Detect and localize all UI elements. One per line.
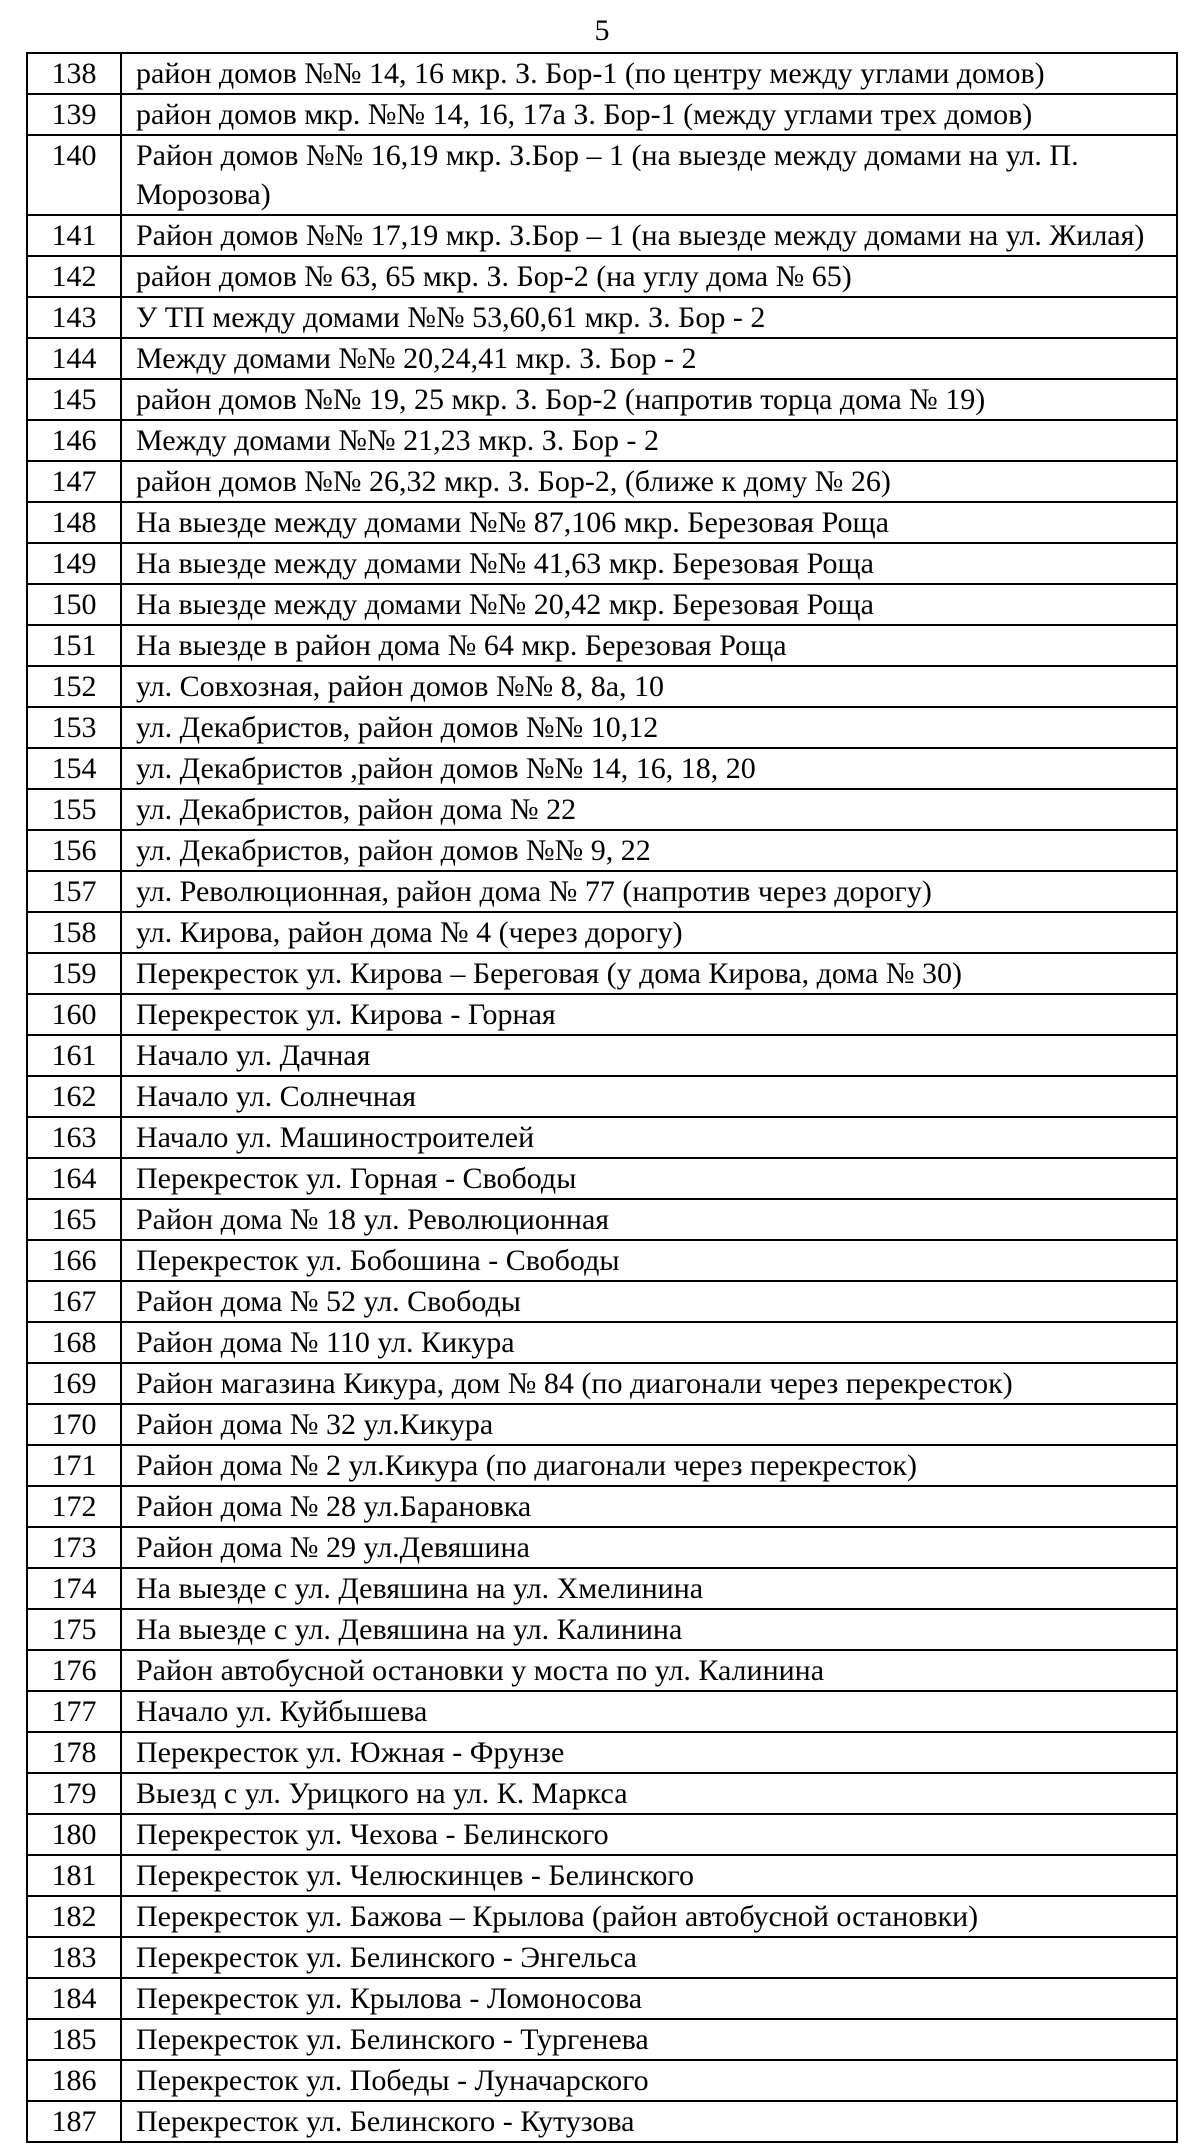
- row-location: Район дома № 110 ул. Кикура: [121, 1322, 1177, 1363]
- table-row: [27, 1937, 1177, 1978]
- row-number: 184: [27, 1978, 121, 2019]
- table-row: [27, 1076, 1177, 1117]
- row-location: Перекресток ул. Крылова - Ломоносова: [121, 1978, 1177, 2019]
- row-number: 157: [27, 871, 121, 912]
- table-row: [27, 1609, 1177, 1650]
- row-number: 155: [27, 789, 121, 830]
- table-row: [27, 297, 1177, 338]
- row-number: 174: [27, 1568, 121, 1609]
- row-location: район домов №№ 14, 16 мкр. З. Бор-1 (по центру между углами домов): [121, 53, 1177, 94]
- row-number: 151: [27, 625, 121, 666]
- table-row: [27, 830, 1177, 871]
- row-location: Район дома № 52 ул. Свободы: [121, 1281, 1177, 1322]
- row-number: 139: [27, 94, 121, 135]
- table-row: [27, 2101, 1177, 2142]
- row-number: 142: [27, 256, 121, 297]
- row-number: 140: [27, 135, 121, 215]
- row-number: 150: [27, 584, 121, 625]
- row-location: На выезде между домами №№ 20,42 мкр. Березовая Роща: [121, 584, 1177, 625]
- row-number: 179: [27, 1773, 121, 1814]
- row-location: Начало ул. Куйбышева: [121, 1691, 1177, 1732]
- row-location: Район автобусной остановки у моста по ул. Калинина: [121, 1650, 1177, 1691]
- row-number: 153: [27, 707, 121, 748]
- table-row: [27, 135, 1177, 215]
- row-number: 141: [27, 215, 121, 256]
- row-location: Район дома № 29 ул.Девяшина: [121, 1527, 1177, 1568]
- row-location: Перекресток ул. Белинского - Тургенева: [121, 2019, 1177, 2060]
- row-number: 173: [27, 1527, 121, 1568]
- table-row: [27, 2019, 1177, 2060]
- table-row: [27, 1978, 1177, 2019]
- table-row: [27, 1199, 1177, 1240]
- table-row: [27, 1240, 1177, 1281]
- row-location: район домов №№ 26,32 мкр. З. Бор-2, (ближе к дому № 26): [121, 461, 1177, 502]
- table-row: [27, 1281, 1177, 1322]
- table-row: [27, 1732, 1177, 1773]
- table-row: [27, 994, 1177, 1035]
- table-row: [27, 584, 1177, 625]
- row-location: На выезде между домами №№ 87,106 мкр. Березовая Роща: [121, 502, 1177, 543]
- row-location: ул. Кирова, район дома № 4 (через дорогу): [121, 912, 1177, 953]
- address-table: [26, 52, 1178, 2143]
- row-number: 166: [27, 1240, 121, 1281]
- table-row: [27, 1363, 1177, 1404]
- row-location: Перекресток ул. Южная - Фрунзе: [121, 1732, 1177, 1773]
- row-number: 172: [27, 1486, 121, 1527]
- row-location: ул. Совхозная, район домов №№ 8, 8а, 10: [121, 666, 1177, 707]
- row-number: 178: [27, 1732, 121, 1773]
- table-row: [27, 666, 1177, 707]
- row-number: 152: [27, 666, 121, 707]
- row-number: 171: [27, 1445, 121, 1486]
- row-location: На выезде с ул. Девяшина на ул. Хмелинина: [121, 1568, 1177, 1609]
- table-row: [27, 338, 1177, 379]
- row-location: Начало ул. Дачная: [121, 1035, 1177, 1076]
- row-location: Район домов №№ 17,19 мкр. З.Бор – 1 (на выезде между домами на ул. Жилая): [121, 215, 1177, 256]
- row-number: 162: [27, 1076, 121, 1117]
- row-number: 175: [27, 1609, 121, 1650]
- row-number: 182: [27, 1896, 121, 1937]
- row-number: 185: [27, 2019, 121, 2060]
- table-row: [27, 2060, 1177, 2101]
- row-number: 167: [27, 1281, 121, 1322]
- row-location: Перекресток ул. Бобошина - Свободы: [121, 1240, 1177, 1281]
- row-number: 186: [27, 2060, 121, 2101]
- table-row: [27, 502, 1177, 543]
- row-number: 180: [27, 1814, 121, 1855]
- row-location: Район магазина Кикура, дом № 84 (по диагонали через перекресток): [121, 1363, 1177, 1404]
- row-location: Выезд с ул. Урицкого на ул. К. Маркса: [121, 1773, 1177, 1814]
- row-location: район домов №№ 19, 25 мкр. З. Бор-2 (напротив торца дома № 19): [121, 379, 1177, 420]
- table-row: [27, 1158, 1177, 1199]
- table-row: [27, 543, 1177, 584]
- row-location: Перекресток ул. Белинского - Кутузова: [121, 2101, 1177, 2142]
- table-row: [27, 94, 1177, 135]
- row-number: 181: [27, 1855, 121, 1896]
- row-number: 147: [27, 461, 121, 502]
- table-row: [27, 1855, 1177, 1896]
- table-row: [27, 256, 1177, 297]
- address-table-body: [27, 53, 1177, 2142]
- row-location: Перекресток ул. Белинского - Энгельса: [121, 1937, 1177, 1978]
- table-row: [27, 625, 1177, 666]
- row-location: На выезде с ул. Девяшина на ул. Калинина: [121, 1609, 1177, 1650]
- table-row: [27, 1814, 1177, 1855]
- row-location: На выезде в район дома № 64 мкр. Березовая Роща: [121, 625, 1177, 666]
- row-location: ул. Декабристов, район дома № 22: [121, 789, 1177, 830]
- row-number: 146: [27, 420, 121, 461]
- table-row: [27, 953, 1177, 994]
- table-row: [27, 1650, 1177, 1691]
- row-number: 143: [27, 297, 121, 338]
- table-row: [27, 215, 1177, 256]
- table-row: [27, 871, 1177, 912]
- row-number: 156: [27, 830, 121, 871]
- row-number: 138: [27, 53, 121, 94]
- row-number: 163: [27, 1117, 121, 1158]
- table-row: [27, 53, 1177, 94]
- row-location: район домов № 63, 65 мкр. З. Бор-2 (на углу дома № 65): [121, 256, 1177, 297]
- row-number: 183: [27, 1937, 121, 1978]
- row-number: 158: [27, 912, 121, 953]
- row-location: На выезде между домами №№ 41,63 мкр. Березовая Роща: [121, 543, 1177, 584]
- row-number: 149: [27, 543, 121, 584]
- row-location: Перекресток ул. Чехова - Белинского: [121, 1814, 1177, 1855]
- row-location: Район дома № 28 ул.Барановка: [121, 1486, 1177, 1527]
- table-row: [27, 748, 1177, 789]
- row-number: 161: [27, 1035, 121, 1076]
- row-number: 164: [27, 1158, 121, 1199]
- row-location: Район домов №№ 16,19 мкр. З.Бор – 1 (на выезде между домами на ул. П. Морозова): [121, 135, 1177, 215]
- row-location: ул. Революционная, район дома № 77 (напротив через дорогу): [121, 871, 1177, 912]
- table-row: [27, 1445, 1177, 1486]
- table-row: [27, 1691, 1177, 1732]
- row-location: ул. Декабристов ,район домов №№ 14, 16, 18, 20: [121, 748, 1177, 789]
- row-location: Район дома № 2 ул.Кикура (по диагонали через перекресток): [121, 1445, 1177, 1486]
- table-row: [27, 461, 1177, 502]
- table-row: [27, 420, 1177, 461]
- row-location: район домов мкр. №№ 14, 16, 17а З. Бор-1 (между углами трех домов): [121, 94, 1177, 135]
- row-location: Начало ул. Машиностроителей: [121, 1117, 1177, 1158]
- row-number: 177: [27, 1691, 121, 1732]
- row-location: ул. Декабристов, район домов №№ 10,12: [121, 707, 1177, 748]
- row-location: Перекресток ул. Победы - Луначарского: [121, 2060, 1177, 2101]
- row-location: Перекресток ул. Кирова - Горная: [121, 994, 1177, 1035]
- table-row: [27, 1896, 1177, 1937]
- table-row: [27, 789, 1177, 830]
- row-number: 187: [27, 2101, 121, 2142]
- row-location: Перекресток ул. Бажова – Крылова (район автобусной остановки): [121, 1896, 1177, 1937]
- row-location: Перекресток ул. Челюскинцев - Белинского: [121, 1855, 1177, 1896]
- table-row: [27, 1404, 1177, 1445]
- table-row: [27, 1568, 1177, 1609]
- table-row: [27, 1527, 1177, 1568]
- row-number: 159: [27, 953, 121, 994]
- row-location: У ТП между домами №№ 53,60,61 мкр. З. Бор - 2: [121, 297, 1177, 338]
- row-number: 176: [27, 1650, 121, 1691]
- row-number: 145: [27, 379, 121, 420]
- row-location: Между домами №№ 21,23 мкр. З. Бор - 2: [121, 420, 1177, 461]
- row-number: 160: [27, 994, 121, 1035]
- table-row: [27, 1322, 1177, 1363]
- row-number: 165: [27, 1199, 121, 1240]
- row-number: 154: [27, 748, 121, 789]
- row-location: Район дома № 18 ул. Революционная: [121, 1199, 1177, 1240]
- page-number: 5: [594, 14, 610, 47]
- row-location: Между домами №№ 20,24,41 мкр. З. Бор - 2: [121, 338, 1177, 379]
- table-row: [27, 707, 1177, 748]
- row-number: 169: [27, 1363, 121, 1404]
- row-number: 144: [27, 338, 121, 379]
- table-row: [27, 912, 1177, 953]
- row-location: Перекресток ул. Горная - Свободы: [121, 1158, 1177, 1199]
- table-row: [27, 1486, 1177, 1527]
- row-location: Район дома № 32 ул.Кикура: [121, 1404, 1177, 1445]
- row-location: Начало ул. Солнечная: [121, 1076, 1177, 1117]
- row-number: 148: [27, 502, 121, 543]
- row-number: 168: [27, 1322, 121, 1363]
- table-row: [27, 379, 1177, 420]
- row-number: 170: [27, 1404, 121, 1445]
- table-row: [27, 1117, 1177, 1158]
- table-row: [27, 1773, 1177, 1814]
- row-location: Перекресток ул. Кирова – Береговая (у дома Кирова, дома № 30): [121, 953, 1177, 994]
- table-row: [27, 1035, 1177, 1076]
- row-location: ул. Декабристов, район домов №№ 9, 22: [121, 830, 1177, 871]
